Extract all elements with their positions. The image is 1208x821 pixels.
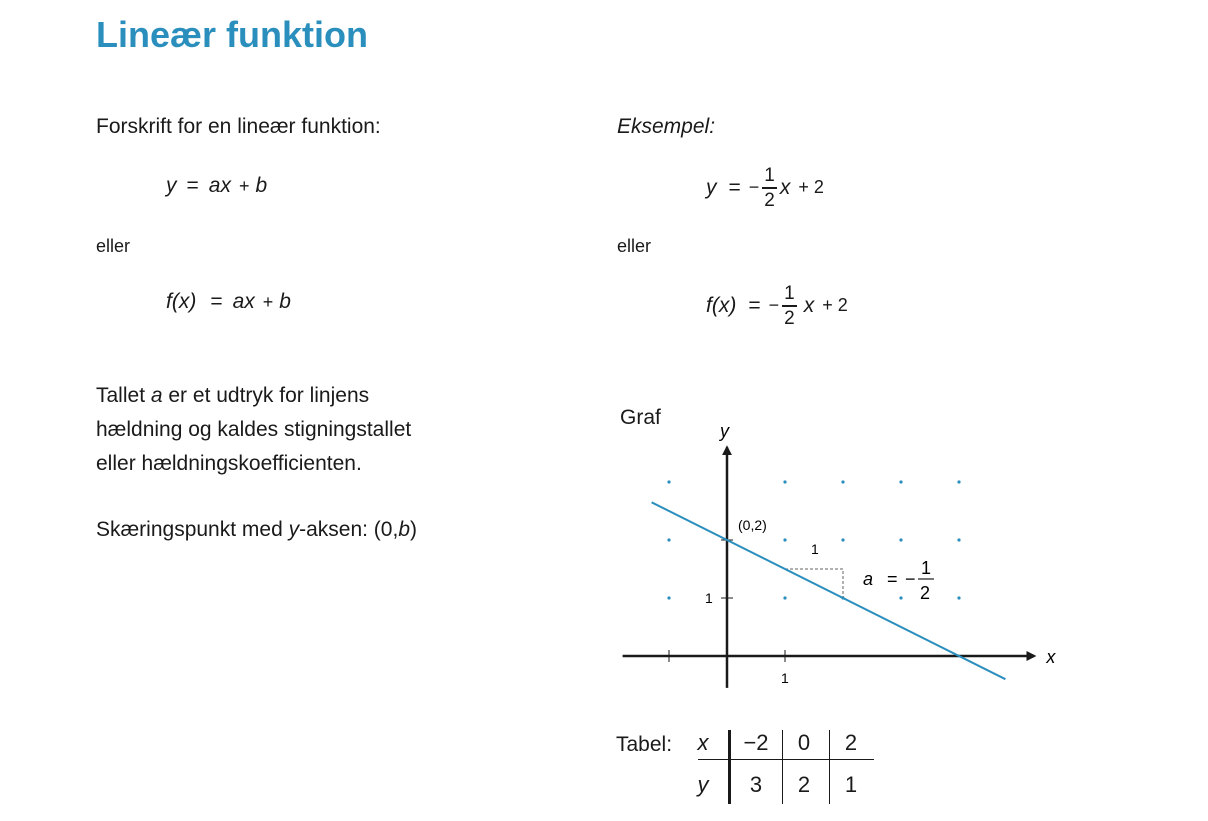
example-heading: Eksempel: bbox=[617, 115, 716, 138]
formula-lhs: f(x) bbox=[706, 293, 737, 317]
slope-equals: = bbox=[887, 569, 898, 589]
intercept-y: y bbox=[288, 518, 300, 541]
grid-dot bbox=[957, 538, 960, 541]
fraction-numerator: 1 bbox=[784, 283, 795, 304]
grid-dot bbox=[957, 480, 960, 483]
example-formula-y bbox=[706, 166, 824, 210]
table-cell: 1 bbox=[844, 772, 858, 797]
grid-dot bbox=[667, 480, 670, 483]
slope-minus: − bbox=[905, 569, 916, 589]
formula-ax: ax bbox=[232, 290, 255, 313]
grid-dot bbox=[841, 538, 844, 541]
intercept-statement bbox=[96, 518, 417, 542]
grid-dots bbox=[667, 480, 960, 599]
formula-b: b bbox=[279, 290, 291, 313]
table-cell: 0 bbox=[797, 730, 811, 755]
grid-dot bbox=[899, 596, 902, 599]
slope-denominator: 2 bbox=[920, 583, 931, 603]
table-cell: 3 bbox=[749, 772, 763, 797]
formula-lhs: y bbox=[706, 175, 717, 199]
formula-x: x bbox=[803, 293, 815, 317]
grid-dot bbox=[667, 538, 670, 541]
grid-dot bbox=[899, 480, 902, 483]
linear-function-graph bbox=[600, 395, 1060, 705]
intercept-b: b bbox=[398, 518, 410, 541]
formula-equals: = bbox=[186, 174, 199, 197]
general-formula-y bbox=[166, 174, 267, 198]
formula-lhs: y bbox=[166, 174, 177, 197]
grid-dot bbox=[841, 480, 844, 483]
table-cell: 2 bbox=[797, 772, 811, 797]
table-cell: −2 bbox=[743, 730, 769, 755]
table-cell: 2 bbox=[844, 730, 858, 755]
graph-label: Graf bbox=[620, 406, 661, 429]
slope-a: a bbox=[863, 569, 874, 589]
table-header-y: y bbox=[697, 772, 709, 797]
x-tick-label: 1 bbox=[781, 670, 789, 686]
general-formula-fx bbox=[166, 290, 291, 314]
formula-constant: + 2 bbox=[798, 177, 824, 198]
formula-plus: + bbox=[262, 291, 274, 312]
example-formula-fx bbox=[706, 284, 848, 328]
slope-explanation bbox=[96, 379, 411, 481]
slope-numerator: 1 bbox=[921, 558, 932, 578]
formula-minus: − bbox=[748, 177, 760, 198]
grid-dot bbox=[783, 538, 786, 541]
value-table bbox=[616, 726, 876, 806]
table-label: Tabel: bbox=[616, 733, 673, 756]
fraction-numerator: 1 bbox=[764, 165, 775, 186]
page-title: Lineær funktion bbox=[96, 14, 368, 55]
y-tick-label: 1 bbox=[705, 590, 713, 606]
intercept-text: Skæringspunkt med bbox=[96, 518, 289, 541]
intercept-text: -aksen: (0, bbox=[299, 518, 399, 541]
formula-b: b bbox=[255, 174, 268, 197]
table-col-divider bbox=[829, 730, 830, 804]
run-label: 1 bbox=[811, 541, 819, 557]
formula-equals: = bbox=[728, 175, 741, 199]
fraction bbox=[782, 284, 797, 328]
or-label-right: eller bbox=[617, 236, 652, 256]
or-label-left: eller bbox=[96, 236, 131, 256]
intercept-text: ) bbox=[410, 518, 417, 541]
formula-ax: ax bbox=[208, 174, 231, 197]
formula-lhs: f(x) bbox=[166, 290, 197, 313]
formula-x: x bbox=[779, 175, 791, 199]
intercept-point-label: (0,2) bbox=[738, 517, 767, 533]
table-header-divider bbox=[728, 730, 731, 804]
para-line-3: eller hældningskoefficienten. bbox=[96, 452, 362, 475]
para-text: Tallet bbox=[96, 384, 151, 407]
fraction bbox=[762, 166, 777, 210]
slope-annotation bbox=[863, 558, 934, 603]
table-col-divider bbox=[782, 730, 783, 804]
fraction-denominator: 2 bbox=[784, 307, 795, 329]
para-line-2: hældning og kaldes stigningstallet bbox=[96, 418, 412, 441]
formula-minus: − bbox=[768, 295, 780, 316]
grid-dot bbox=[783, 596, 786, 599]
formula-equals: = bbox=[210, 290, 223, 313]
grid-dot bbox=[667, 596, 670, 599]
x-axis-label: x bbox=[1046, 647, 1056, 667]
fraction-denominator: 2 bbox=[764, 189, 775, 211]
formula-constant: + 2 bbox=[822, 295, 848, 316]
grid-dot bbox=[899, 538, 902, 541]
para-text: er et udtryk for linjens bbox=[162, 384, 370, 407]
table-row-divider bbox=[698, 759, 874, 760]
formula-plus: + bbox=[238, 175, 250, 196]
formula-equals: = bbox=[748, 293, 761, 317]
y-axis-label: y bbox=[720, 421, 729, 442]
table-header-x: x bbox=[697, 730, 709, 755]
formula-heading: Forskrift for en lineær funktion: bbox=[96, 115, 381, 138]
para-a: a bbox=[150, 384, 163, 407]
grid-dot bbox=[957, 596, 960, 599]
grid-dot bbox=[783, 480, 786, 483]
